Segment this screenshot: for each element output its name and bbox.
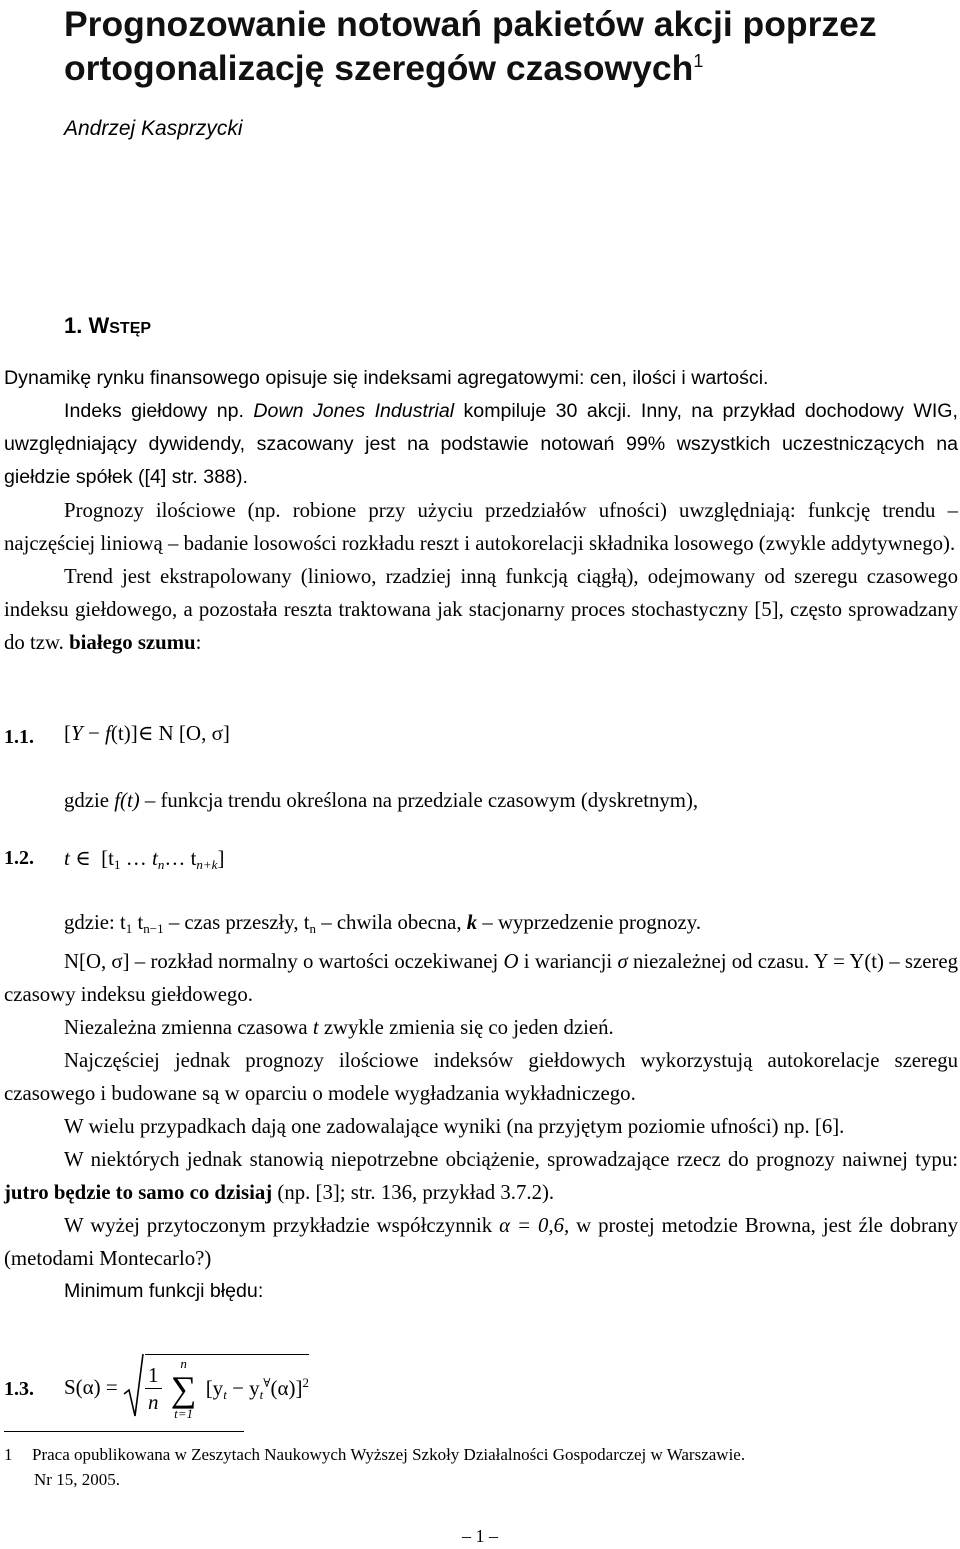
paragraph-2: Indeks giełdowy np. Down Jones Industrial kompiluje 30 akcji. Inny, na przykład dochodowy WIG, uwzględniający dywidendy, szacowany jest na podstawie notowań 99% wszystkich uczestniczących na giełdzie spółek ([4] str. 388). <box>4 400 958 488</box>
equation-1-2: t ∈ [$t_1$ … $t_n\dots$ $t_{n+k}$] <box>64 846 225 872</box>
square-root-icon <box>123 1352 145 1422</box>
equation-1-1: [Y − f(t)]∈ N [O, σ] <box>64 721 230 745</box>
section-heading <box>64 310 151 345</box>
summation: n ∑ t=1 <box>170 1355 197 1421</box>
naive-forecast-bold: jutro będzie to samo co dzisiaj <box>4 1181 273 1204</box>
footnote-rule <box>4 1431 244 1432</box>
equation-1-2-number: 1.2. <box>4 847 34 869</box>
index-name-italic: Down Jones Industrial <box>253 400 455 422</box>
section-heading-rest: STĘP <box>109 320 152 337</box>
footnote-continuation: Nr 15, 2005. <box>34 1470 120 1489</box>
title-footnote-mark: 1 <box>693 51 704 72</box>
footnote-mark: 1 <box>4 1445 13 1464</box>
paragraph-error-minimum: Minimum funkcji błędu: <box>64 1280 264 1302</box>
white-noise-term: białego szumu <box>69 631 196 654</box>
section-heading-initial: W <box>88 313 110 338</box>
normal-distribution-line: N[O, σ] – rozkład normalny o wartości oczekiwanej O i wariancji σ niezależnej od czasu. Y = Y(t) – szereg czasowy indeksu giełdowego. <box>4 950 958 1006</box>
equation-1-2-explanation <box>4 906 958 1308</box>
intro-block <box>4 362 958 659</box>
paragraph-brown-method: W wyżej przytoczonym przykładzie współczynnik α = 0,6, w prostej metodzie Browna, jest źle dobrany (metodami Montecarlo?) <box>4 1214 958 1270</box>
paragraph-1: Dynamikę rynku finansowego opisuje się indeksami agregatowymi: cen, ilości i wartości. <box>4 367 769 389</box>
equation-1-1-number: 1.1. <box>4 726 34 748</box>
time-variable-line: Niezależna zmienna czasowa t zwykle zmienia się co jeden dzień. <box>64 1016 614 1039</box>
where-line: gdzie: $t_1$ $t_{n-1}$ – czas przeszły, $t_n$ – chwila obecna, k – wyprzedzenie prognozy. <box>64 911 702 936</box>
paragraph-autocorrelation: Najczęściej jednak prognozy ilościowe indeksów giełdowych wykorzystują autokorelacje szeregu czasowego i budowane są w oparciu o modele wygładzania wykładniczego. <box>4 1049 958 1105</box>
paper-title <box>64 2 944 90</box>
paragraph-satisfactory: W wielu przypadkach dają one zadowalające wyniki (na przyjętym poziomie ufności) np. [6]. <box>64 1115 845 1138</box>
equation-1-1-explanation: gdzie f(t) – funkcja trendu określona na przedziale czasowym (dyskretnym), <box>64 789 699 812</box>
section-number: 1. <box>64 313 83 338</box>
fraction: $\frac{1}{n}$ <box>145 1362 162 1415</box>
paragraph-4: Trend jest ekstrapolowany (liniowo, rzadziej inną funkcją ciągłą), odejmowany od szeregu czasowego indeksu giełdowego, a pozostała reszta traktowana jak stacjonarny proces stochastyczny [5], często sprowadzany do tzw. białego szumu: <box>4 565 958 654</box>
title-line-1: Prognozowanie notowań pakietów akcji poprzez <box>64 4 877 44</box>
equation-1-3: S(α) = $\frac{1}{n}$ n ∑ t=1 $[y_t - y_t^\forall(\alpha)]^2$ <box>64 1352 309 1422</box>
author-name: Andrzej Kasprzycki <box>64 117 243 140</box>
footnote <box>4 1442 958 1492</box>
footnote-text: Praca opublikowana w Zeszytach Naukowych Wyższej Szkoły Działalności Gospodarczej w Warszawie. <box>32 1445 746 1464</box>
root-content: $\frac{1}{n}$ n ∑ t=1 $[y_t - y_t^\forall(\alpha)]^2$ <box>145 1354 309 1421</box>
title-line-2: ortogonalizację szeregów czasowych <box>64 48 694 88</box>
paragraph-naive-forecast: W niektórych jednak stanowią niepotrzebne obciążenie, sprowadzające rzecz do prognozy naiwnej typu: jutro będzie to samo co dzisiaj (np. [3]; str. 136, przykład 3.7.2). <box>4 1148 958 1204</box>
equation-1-3-number: 1.3. <box>4 1378 34 1400</box>
page-number: – 1 – <box>462 1526 498 1546</box>
paragraph-3: Prognozy ilościowe (np. robione przy użyciu przedziałów ufności) uwzględniają: funkcję trendu – najczęściej liniową – badanie losowości rozkładu reszt i autokorelacji składnika losowego (zwykle addytywnego). <box>4 499 958 555</box>
